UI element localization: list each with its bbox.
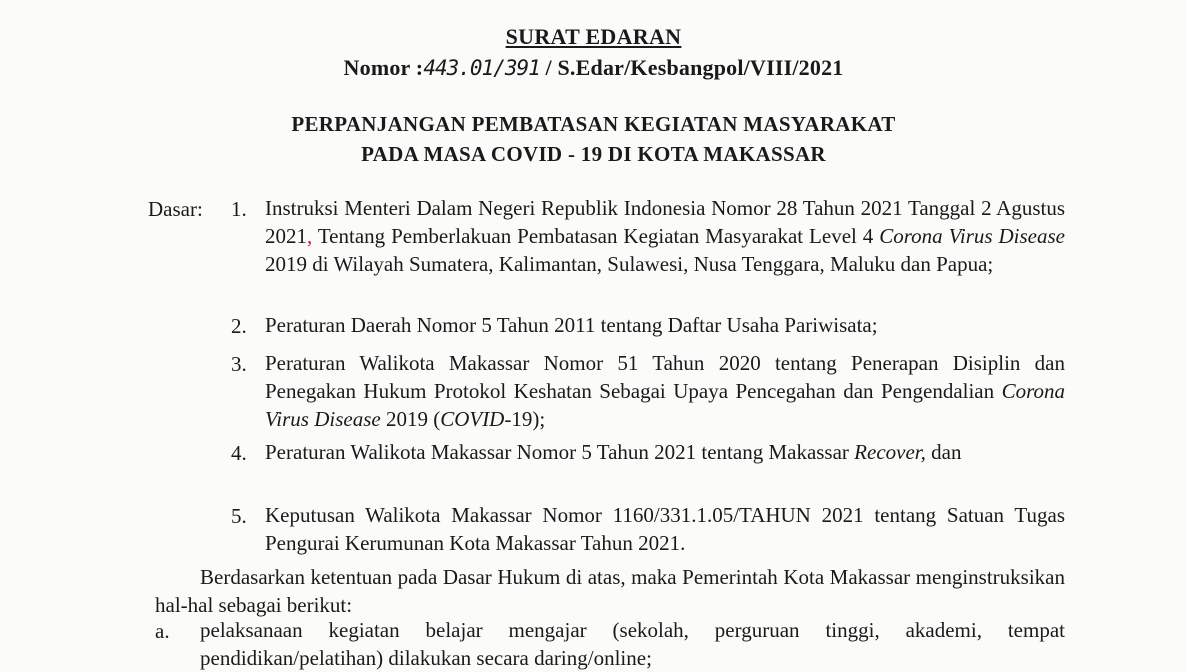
basis-item-text-part: 19); <box>511 407 546 431</box>
document-number <box>0 55 1187 81</box>
number-suffix: / S.Edar/Kesbangpol/VIII/2021 <box>539 55 844 80</box>
basis-item-text-part: 2019 ( <box>380 407 441 431</box>
basis-item-text <box>265 349 1065 433</box>
instruction-paragraph <box>155 563 1065 619</box>
basis-item-text-part: Peraturan Walikota Makassar Nomor 51 Tahun 2020 tentang Penerapan Disiplin dan Penegakan Hukum Protokol Keshatan Sebagai Upaya Pencegahan dan Pengendalian <box>265 351 1065 403</box>
basis-item-text <box>265 438 1065 466</box>
basis-item-text: Peraturan Daerah Nomor 5 Tahun 2011 tentang Daftar Usaha Pariwisata; <box>265 313 878 337</box>
basis-item-number: 3. <box>231 352 247 376</box>
subject-line-1: PERPANJANGAN PEMBATASAN KEGIATAN MASYARAKAT <box>291 112 896 136</box>
basis-item-italic: COVID- <box>440 407 512 431</box>
basis-item-text-part: Peraturan Walikota Makassar Nomor 5 Tahun 2021 tentang Makassar <box>265 440 855 464</box>
basis-item-text-part: 2019 di Wilayah Sumatera, Kalimantan, Sulawesi, Nusa Tenggara, Maluku dan Papua; <box>265 252 994 276</box>
basis-item-comma: , <box>307 224 313 248</box>
basis-item-text <box>265 194 1065 278</box>
basis-item-italic: Recover, <box>854 440 926 464</box>
basis-item-text: Keputusan Walikota Makassar Nomor 1160/331.1.05/TAHUN 2021 tentang Satuan Tugas Pengurai Kerumunan Kota Makassar Tahun 2021. <box>265 503 1065 555</box>
paragraph-text: Berdasarkan ketentuan pada Dasar Hukum di atas, maka Pemerintah Kota Makassar menginstruksikan hal-hal sebagai berikut: <box>155 565 1065 617</box>
basis-item-number: 2. <box>231 314 247 338</box>
basis-item-text-part: Instruksi Menteri Dalam Negeri Republik Indonesia Nomor 28 Tahun 2021 Tanggal 2 Agustus 2021 <box>265 196 1065 248</box>
basis-item-italic: Corona Virus Disease <box>879 224 1065 248</box>
instruction-letter: a. <box>155 619 170 643</box>
basis-item-number: 4. <box>231 441 247 465</box>
basis-label: Dasar: <box>148 197 203 221</box>
document-title: SURAT EDARAN <box>505 24 682 49</box>
basis-item-italic: Corona Virus Disease <box>265 379 1065 431</box>
instruction-text: pelaksanaan kegiatan belajar mengajar (sekolah, perguruan tinggi, akademi, tempat pendidikan/pelatihan) dilakukan secara daring/online; <box>200 618 1065 670</box>
subject-line-2: PADA MASA COVID - 19 DI KOTA MAKASSAR <box>361 142 826 166</box>
basis-item-number: 5. <box>231 504 247 528</box>
basis-item-text-part: dan <box>925 440 962 464</box>
handwritten-number: 443.01/391 <box>423 56 540 80</box>
number-label: Nomor : <box>343 55 424 80</box>
basis-item-text-part: Tentang Pemberlakuan Pembatasan Kegiatan Masyarakat Level 4 <box>312 224 880 248</box>
basis-item-number: 1. <box>231 197 247 221</box>
